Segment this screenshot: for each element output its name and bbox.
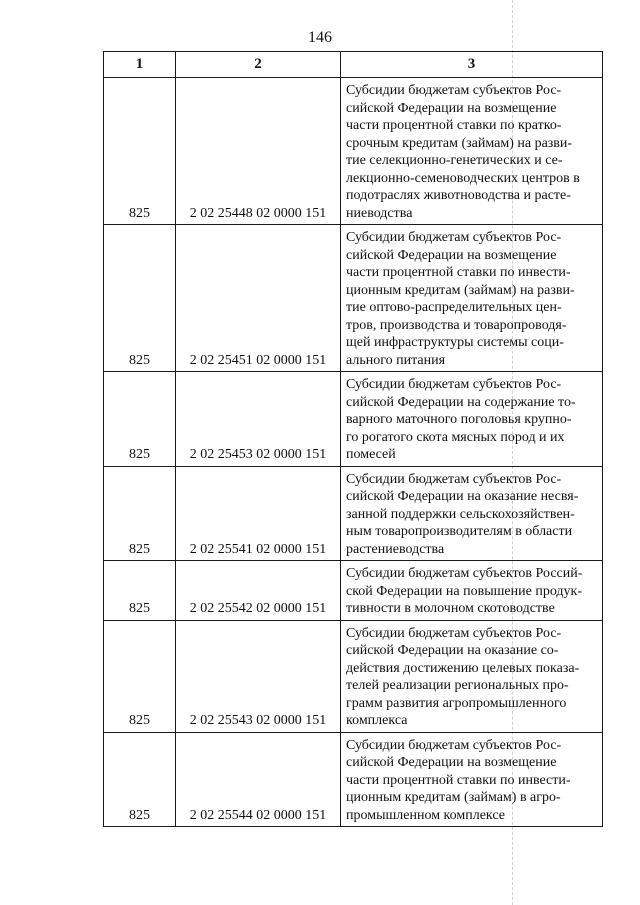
budget-classification-table <box>103 51 603 827</box>
revenue-name-line: тие селекционно-генетических и се- <box>346 153 563 168</box>
table-row <box>104 466 603 561</box>
header-column-3: 3 <box>341 52 603 78</box>
revenue-name-line: Субсидии бюджетам субъектов Рос- <box>346 83 562 98</box>
table-body <box>104 78 603 827</box>
revenue-name-line: сийской Федерации на возмещение <box>346 247 557 263</box>
revenue-name-line: Субсидии бюджетам субъектов Рос- <box>346 737 562 753</box>
budget-code-cell: 2 02 25543 02 0000 151 <box>176 620 341 732</box>
revenue-name-line: сийской Федерации на оказание несвя- <box>346 489 579 504</box>
revenue-name-line: ционным кредитам (займам) в агро- <box>346 790 561 805</box>
budget-code-cell: 2 02 25448 02 0000 151 <box>176 78 341 225</box>
table-header-row <box>104 52 603 78</box>
admin-code-cell: 825 <box>104 466 176 561</box>
revenue-name-cell <box>341 225 603 372</box>
admin-code-cell: 825 <box>104 225 176 372</box>
revenue-name-line: телей реализации региональных про- <box>346 678 569 693</box>
revenue-name-line: лекционно-семеноводческих центров в <box>346 170 580 186</box>
page-number: 146 <box>308 29 332 46</box>
revenue-name-line: тие оптово-распределительных цен- <box>346 300 562 315</box>
revenue-name-line: ным товаропроизводителям в области <box>346 524 573 539</box>
revenue-name-line: подотраслях животноводства и расте- <box>346 188 571 203</box>
revenue-name-line: варного маточного поголовья крупно- <box>346 412 572 427</box>
revenue-name-line: щей инфраструктуры системы соци- <box>346 335 564 350</box>
revenue-name-line: части процентной ставки по инвести- <box>346 772 571 788</box>
revenue-name-line: сийской Федерации на содержание то- <box>346 394 576 410</box>
revenue-name-line: ниеводства <box>346 205 413 221</box>
table-row <box>104 372 603 467</box>
revenue-name-line: Субсидии бюджетам субъектов Рос- <box>346 377 562 392</box>
revenue-name-cell <box>341 78 603 225</box>
budget-code-cell: 2 02 25453 02 0000 151 <box>176 372 341 467</box>
revenue-name-line: Субсидии бюджетам субъектов Рос- <box>346 625 562 641</box>
revenue-name-line: сийской Федерации на возмещение <box>346 100 557 116</box>
budget-code-cell: 2 02 25451 02 0000 151 <box>176 225 341 372</box>
revenue-name-line: занной поддержки сельскохозяйствен- <box>346 506 575 522</box>
revenue-name-line: го рогатого скота мясных пород и их <box>346 429 565 445</box>
revenue-name-line: тивности в молочном скотоводстве <box>346 601 555 616</box>
revenue-name-line: ционным кредитам (займам) на разви- <box>346 282 575 298</box>
revenue-name-line: тров, производства и товаропроводя- <box>346 317 567 333</box>
revenue-name-line: грамм развития агропромышленного <box>346 695 567 711</box>
revenue-name-line: ской Федерации на повышение продук- <box>346 583 582 599</box>
revenue-name-line: сийской Федерации на возмещение <box>346 755 557 770</box>
table-row <box>104 225 603 372</box>
revenue-name-line: промышленном комплексе <box>346 807 505 823</box>
budget-code-cell: 2 02 25542 02 0000 151 <box>176 561 341 621</box>
header-column-1: 1 <box>104 52 176 78</box>
revenue-name-line: Субсидии бюджетам субъектов Рос- <box>346 471 562 487</box>
table-row <box>104 561 603 621</box>
header-column-2: 2 <box>176 52 341 78</box>
admin-code-cell: 825 <box>104 561 176 621</box>
revenue-name-line: Субсидии бюджетам субъектов Россий- <box>346 566 583 581</box>
revenue-name-line: Субсидии бюджетам субъектов Рос- <box>346 230 562 245</box>
table-row <box>104 620 603 732</box>
revenue-name-cell <box>341 620 603 732</box>
admin-code-cell: 825 <box>104 620 176 732</box>
budget-code-cell: 2 02 25541 02 0000 151 <box>176 466 341 561</box>
revenue-name-line: части процентной ставки по кратко- <box>346 118 562 133</box>
revenue-name-cell <box>341 561 603 621</box>
budget-code-cell: 2 02 25544 02 0000 151 <box>176 732 341 827</box>
admin-code-cell: 825 <box>104 372 176 467</box>
revenue-name-line: действия достижению целевых показа- <box>346 660 580 676</box>
admin-code-cell: 825 <box>104 78 176 225</box>
revenue-name-cell <box>341 372 603 467</box>
table-row <box>104 732 603 827</box>
revenue-name-line: срочным кредитам (займам) на разви- <box>346 135 573 151</box>
revenue-name-line: помесей <box>346 447 396 462</box>
table-row <box>104 78 603 225</box>
revenue-name-line: растениеводства <box>346 541 445 557</box>
revenue-name-line: комплекса <box>346 713 408 728</box>
revenue-name-cell <box>341 732 603 827</box>
revenue-name-line: части процентной ставки по инвести- <box>346 265 571 280</box>
admin-code-cell: 825 <box>104 732 176 827</box>
revenue-name-line: ального питания <box>346 352 446 368</box>
revenue-name-line: сийской Федерации на оказание со- <box>346 643 559 658</box>
revenue-name-cell <box>341 466 603 561</box>
